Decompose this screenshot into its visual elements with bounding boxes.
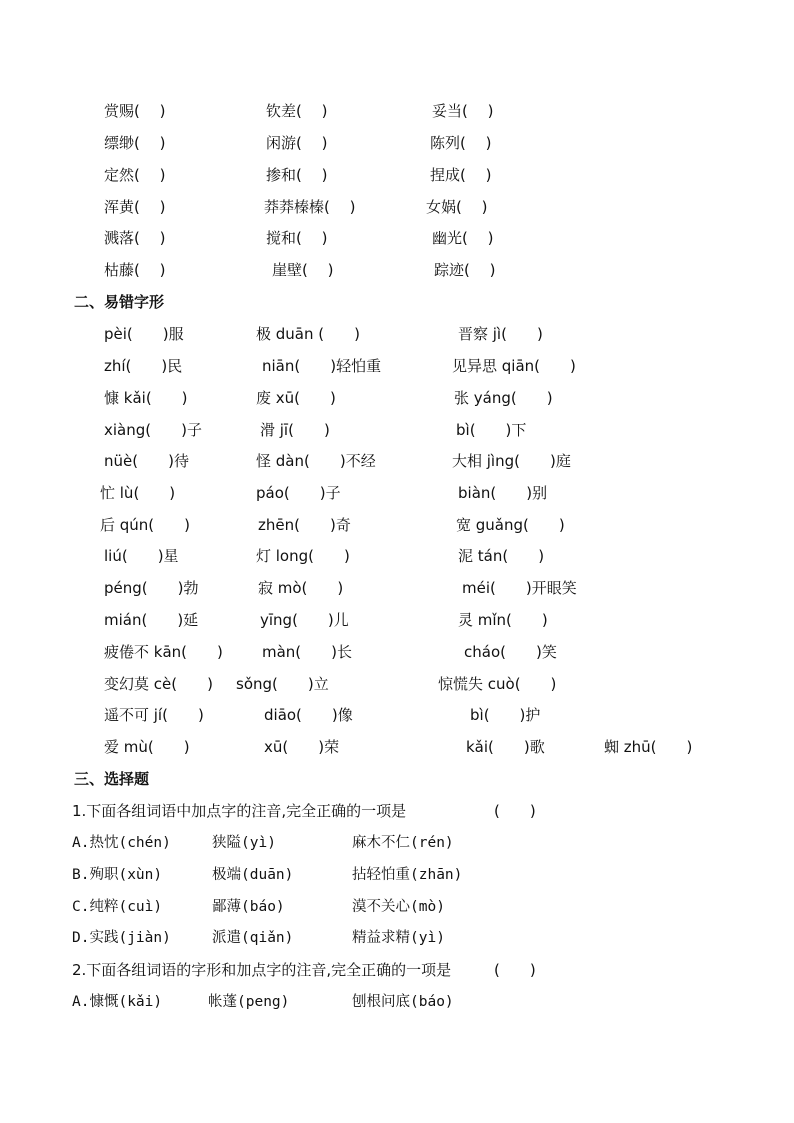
word-item: 缥缈( )	[104, 134, 166, 152]
word-item: 遥不可 jí( )	[104, 706, 204, 724]
word-item: 慷 kǎi( )	[104, 389, 188, 407]
word-item: bì( )护	[470, 706, 541, 724]
word-item: 浑黄( )	[104, 198, 166, 216]
option-a-word-2: 狭隘(yì)	[212, 835, 276, 851]
word-item: 变幻莫 cè( )	[104, 675, 213, 693]
word-item: 掺和( )	[266, 166, 328, 184]
word-item: 赏赐( )	[104, 102, 166, 120]
word-item: sǒng( )立	[236, 675, 329, 693]
word-item: 蜘 zhū( )	[604, 738, 693, 756]
option-c-word-2: 鄙薄(báo)	[212, 899, 285, 915]
question-2-answer-paren: ( )	[494, 961, 536, 979]
word-item: 惊慌失 cuò( )	[438, 675, 557, 693]
word-item: 捏成( )	[430, 166, 492, 184]
word-item: xū( )荣	[264, 738, 340, 756]
word-item: bì( )下	[456, 421, 527, 439]
word-item: màn( )长	[262, 643, 353, 661]
option-a-word-3: 刨根问底(báo)	[352, 994, 454, 1010]
word-item: 幽光( )	[432, 229, 494, 247]
word-item: 陈列( )	[430, 134, 492, 152]
word-item: diāo( )像	[264, 706, 353, 724]
word-item: páo( )子	[256, 484, 341, 502]
word-item: 枯藤( )	[104, 261, 166, 279]
word-item: 晋察 jì( )	[458, 325, 543, 343]
option-a-word-1: A.慷慨(kǎi)	[72, 994, 163, 1010]
word-item: 见异思 qiān( )	[452, 357, 576, 375]
option-d-word-2: 派遣(qiǎn)	[212, 930, 294, 946]
word-item: xiàng( )子	[104, 421, 202, 439]
word-item: zhí( )民	[104, 357, 183, 375]
word-item: 滑 jī( )	[260, 421, 330, 439]
option-d-word-3: 精益求精(yì)	[352, 930, 445, 946]
word-item: 溅落( )	[104, 229, 166, 247]
word-item: yīng( )儿	[260, 611, 349, 629]
word-item: 泥 tán( )	[458, 547, 545, 565]
word-item: 搅和( )	[266, 229, 328, 247]
word-item: niān( )轻怕重	[262, 357, 382, 375]
word-item: 极 duān ( )	[256, 325, 360, 343]
word-item: péng( )勃	[104, 579, 199, 597]
section2-title: 二、易错字形	[74, 293, 165, 311]
word-item: méi( )开眼笑	[462, 579, 577, 597]
option-b-word-3: 拈轻怕重(zhān)	[352, 867, 463, 883]
option-b-word-2: 极端(duān)	[212, 867, 294, 883]
option-c-word-1: C.纯粹(cuì)	[72, 899, 163, 915]
word-item: cháo( )笑	[464, 643, 557, 661]
word-item: 宽 guǎng( )	[456, 516, 565, 534]
word-item: 爱 mù( )	[104, 738, 190, 756]
word-item: 怪 dàn( )不经	[256, 452, 376, 470]
word-item: liú( )星	[104, 547, 179, 565]
word-item: pèi( )服	[104, 325, 184, 343]
word-item: 妥当( )	[432, 102, 494, 120]
word-item: 崖壁( )	[272, 261, 334, 279]
word-item: 后 qún( )	[100, 516, 191, 534]
option-d-word-1: D.实践(jiàn)	[72, 930, 171, 946]
option-a-word-3: 麻木不仁(rén)	[352, 835, 454, 851]
word-item: 钦差( )	[266, 102, 328, 120]
word-item: 灵 mǐn( )	[458, 611, 548, 629]
option-b-word-1: B.殉职(xùn)	[72, 867, 163, 883]
word-item: 闲游( )	[266, 134, 328, 152]
word-item: 疲倦不 kān( )	[104, 643, 223, 661]
word-item: 张 yáng( )	[454, 389, 553, 407]
word-item: kǎi( )歌	[466, 738, 545, 756]
section3-title: 三、选择题	[74, 770, 150, 788]
option-a-word-2: 帐蓬(peng)	[208, 994, 290, 1010]
word-item: 灯 long( )	[256, 547, 350, 565]
word-item: 踪迹( )	[434, 261, 496, 279]
word-item: zhēn( )奇	[258, 516, 351, 534]
question-2-stem: 2.下面各组词语的字形和加点字的注音,完全正确的一项是	[72, 961, 452, 979]
word-item: 废 xū( )	[256, 389, 336, 407]
word-item: 莽莽榛榛( )	[264, 198, 356, 216]
question-1-stem: 1.下面各组词语中加点字的注音,完全正确的一项是	[72, 802, 407, 820]
option-c-word-3: 漠不关心(mò)	[352, 899, 445, 915]
word-item: 大相 jìng( )庭	[452, 452, 571, 470]
option-a-word-1: A.热忱(chén)	[72, 835, 171, 851]
word-item: 定然( )	[104, 166, 166, 184]
question-1-answer-paren: ( )	[494, 802, 536, 820]
word-item: 女娲( )	[426, 198, 488, 216]
word-item: nüè( )待	[104, 452, 189, 470]
word-item: biàn( )别	[458, 484, 548, 502]
word-item: 忙 lù( )	[100, 484, 176, 502]
word-item: mián( )延	[104, 611, 199, 629]
word-item: 寂 mò( )	[258, 579, 344, 597]
